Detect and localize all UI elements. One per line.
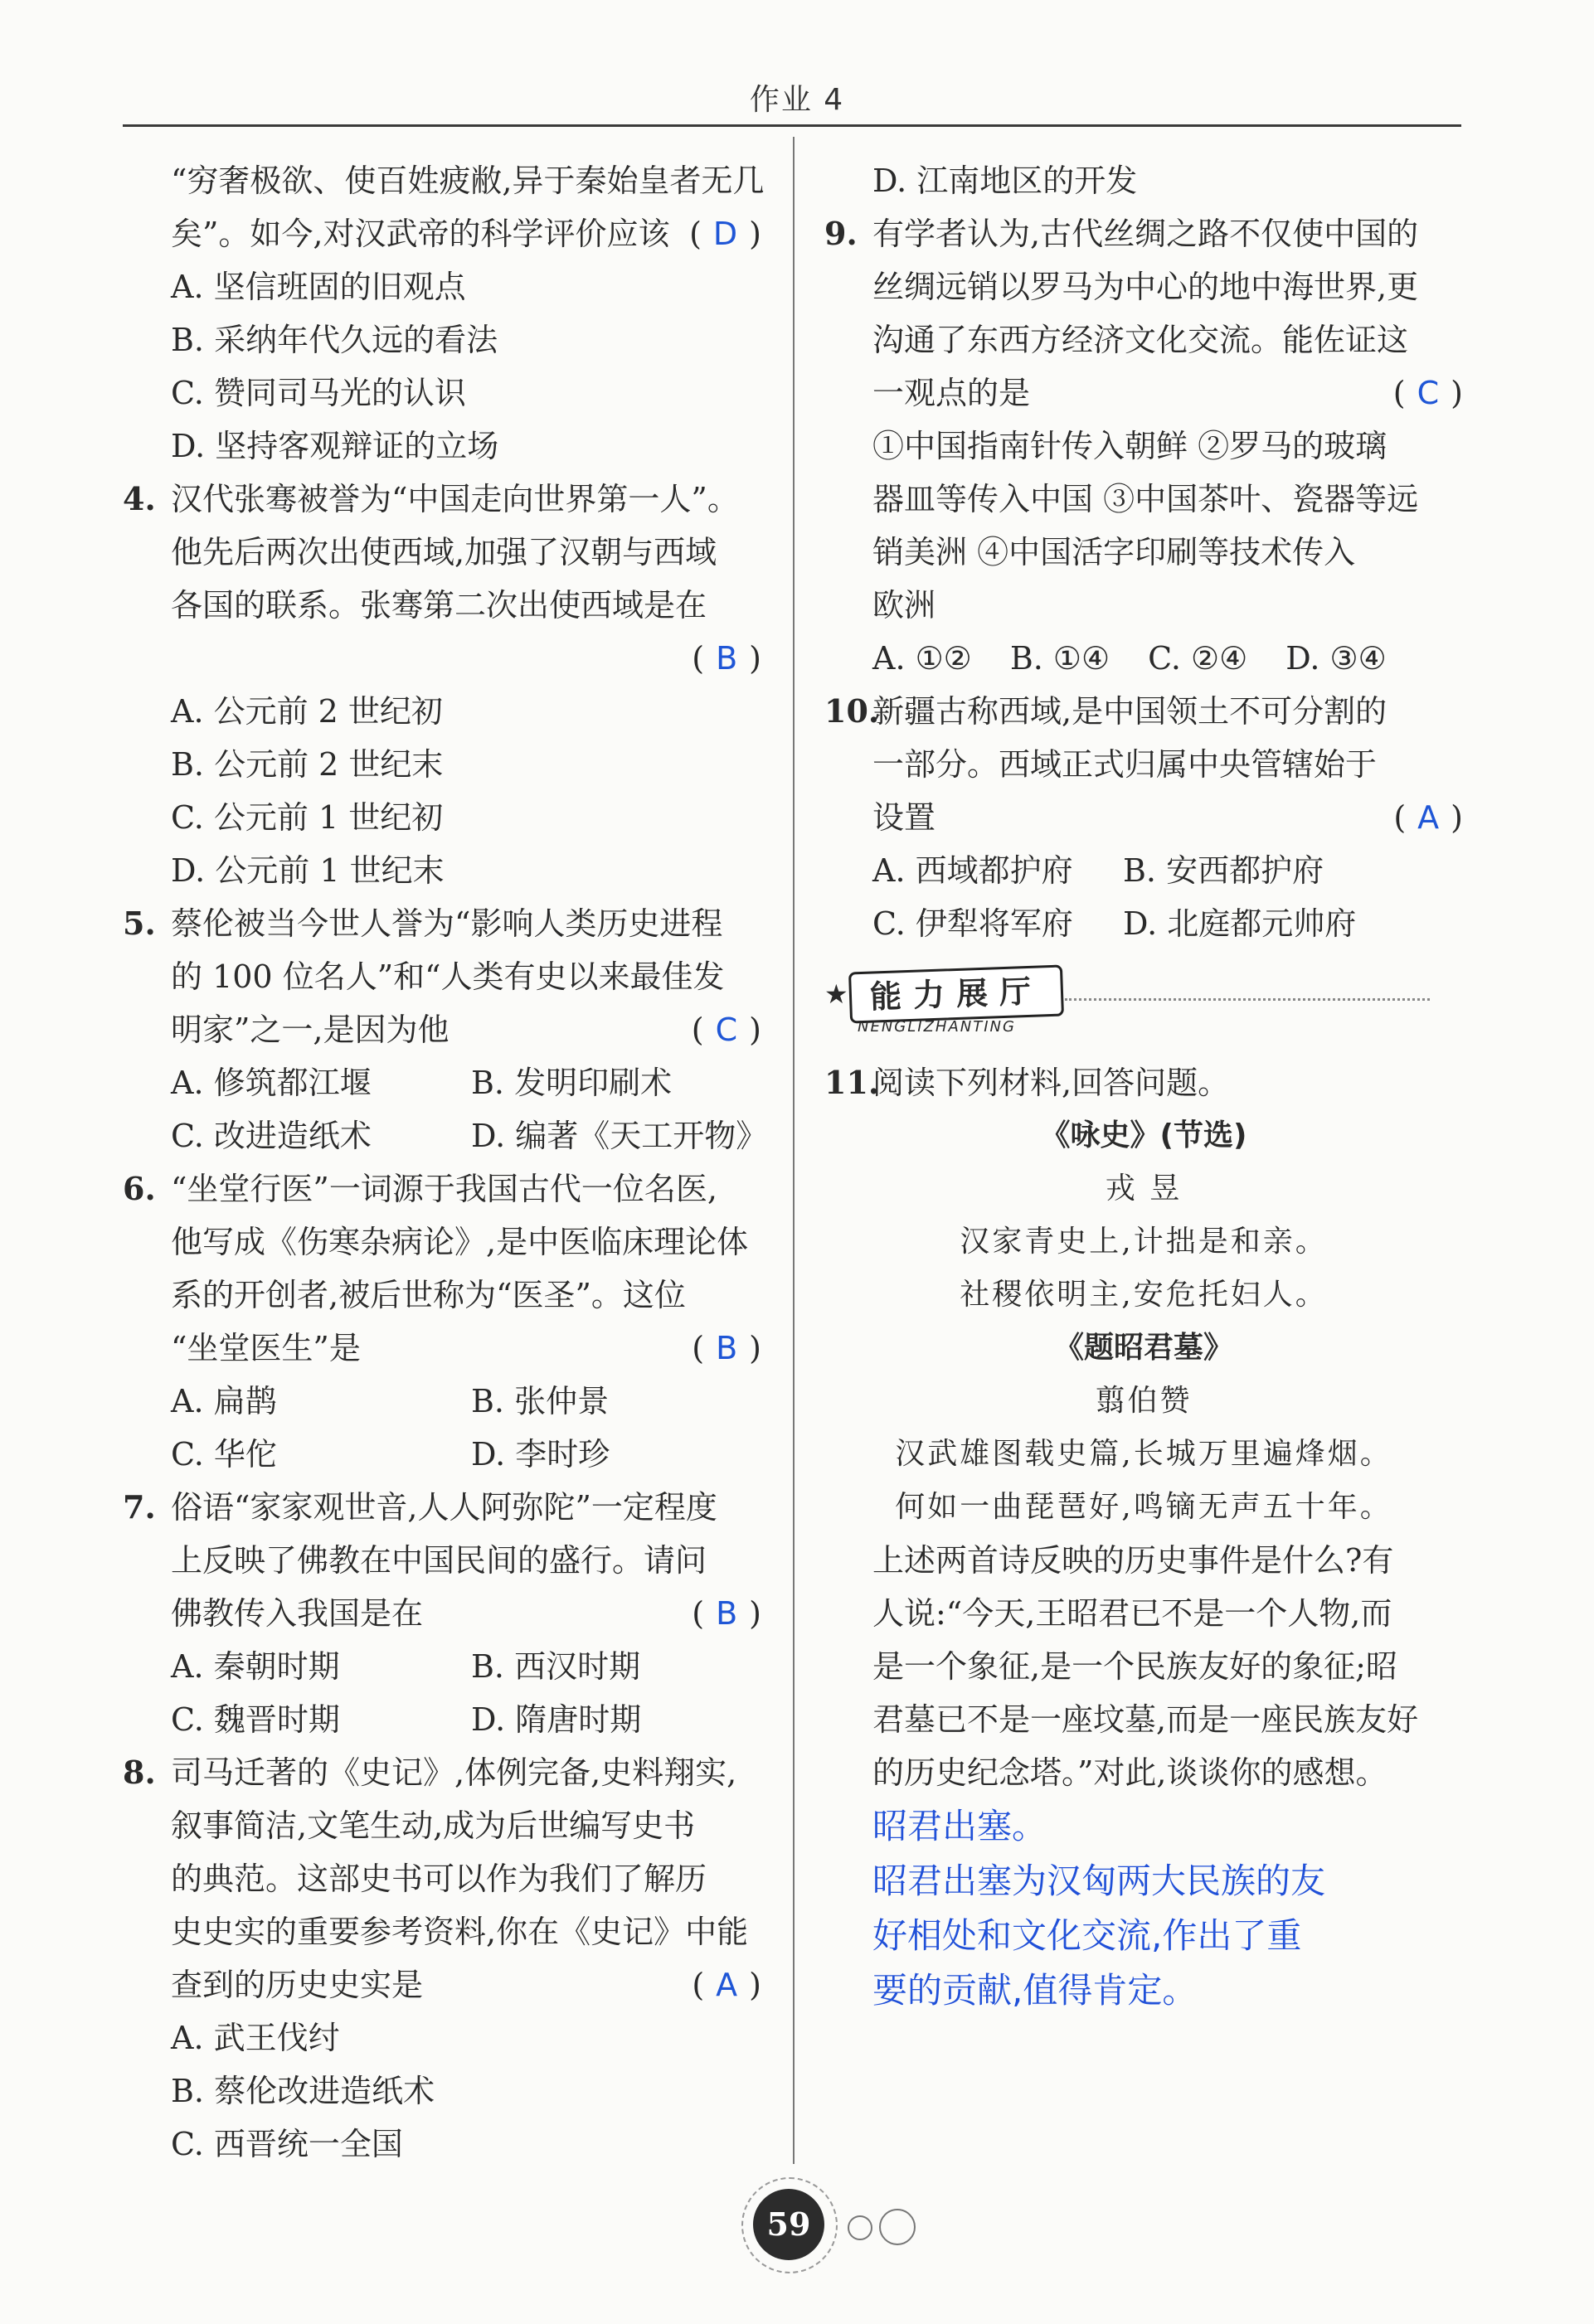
answer-bracket: ( B )	[692, 1587, 761, 1640]
question-9	[824, 207, 1463, 260]
answer-value: D	[712, 216, 738, 252]
option: A. 坚信班固的旧观点	[171, 269, 466, 305]
answer-line: 昭君出塞。	[872, 1806, 1047, 1846]
option-row	[123, 1109, 768, 1162]
option: B. 张仲景	[471, 1383, 610, 1419]
option-row	[123, 1640, 761, 1693]
question-text: “穷奢极欲、使百姓疲敝,异于秦始皇者无几	[171, 163, 765, 199]
option: C. ②④	[1148, 640, 1248, 677]
question-text: 叙事简洁,文笔生动,成为后世编写史书	[171, 1807, 696, 1844]
question-text: 他写成《伤寒杂病论》,是中医临床理论体	[171, 1224, 749, 1260]
option: A. 公元前 2 世纪初	[171, 693, 443, 730]
question-number: 11.	[824, 1064, 880, 1101]
poem-title: 《题昭君墓》	[1053, 1331, 1233, 1365]
answer-bracket: ( A )	[1393, 791, 1463, 844]
answer-bracket: ( B )	[692, 1322, 761, 1375]
question-text: 司马迁著的《史记》,体例完备,史料翔实,	[171, 1754, 737, 1791]
question-text: 设置	[872, 799, 936, 836]
question-6	[123, 1162, 761, 1215]
question-text: 一部分。西域正式归属中央管辖始于	[872, 746, 1378, 783]
question-line	[123, 1958, 761, 2011]
option: B. 安西都护府	[1123, 852, 1324, 889]
question-number: 10.	[824, 692, 880, 730]
option: A. 扁鹊	[171, 1383, 277, 1419]
option: A. 武王伐纣	[171, 2020, 340, 2056]
option: B. 蔡伦改进造纸术	[171, 2073, 435, 2109]
page-number: 59	[753, 2189, 824, 2260]
question-text: 沟通了东西方经济文化交流。能佐证这	[872, 322, 1409, 358]
option: D. 李时珍	[471, 1436, 610, 1473]
statement-list: ①中国指南针传入朝鲜 ②罗马的玻璃	[872, 428, 1387, 464]
statement-list: 器皿等传入中国 ③中国茶叶、瓷器等远	[872, 481, 1419, 517]
option-row	[824, 897, 1463, 950]
poem-author: 翦伯赞	[1095, 1384, 1193, 1418]
banner-title: 能力展厅	[848, 965, 1064, 1024]
answer-value: B	[716, 1330, 738, 1366]
answer-bracket: ( C )	[1393, 366, 1463, 420]
question-text: 汉代张骞被誉为“中国走向世界第一人”。	[171, 481, 739, 517]
question-line	[123, 1587, 761, 1640]
option: D. 隋唐时期	[471, 1701, 642, 1738]
question-text: 各国的联系。张骞第二次出使西域是在	[171, 587, 707, 623]
header-divider	[123, 124, 1461, 127]
question-text: 矣”。如今,对汉武帝的科学评价应该	[171, 216, 670, 252]
header-title: 作业 4	[749, 83, 845, 117]
answer-bracket: ( D )	[689, 207, 761, 260]
question-number: 4.	[123, 480, 156, 517]
option: D. ③④	[1285, 640, 1387, 677]
poem-line: 社稷依明主,安危托妇人。	[960, 1278, 1328, 1312]
question-text: 是一个象征,是一个民族友好的象征;昭	[872, 1648, 1397, 1685]
answer-value: A	[1417, 799, 1440, 836]
poem-title: 《咏史》(节选)	[1040, 1118, 1247, 1152]
option-row	[123, 1056, 761, 1109]
poem-author: 戎 昱	[1105, 1172, 1183, 1206]
left-column	[123, 154, 768, 2171]
question-text: 的历史纪念塔。”对此,谈谈你的感想。	[872, 1754, 1387, 1791]
option: A. 秦朝时期	[171, 1648, 340, 1685]
option: C. 赞同司马光的认识	[171, 375, 466, 411]
option: D. 江南地区的开发	[872, 163, 1138, 199]
statement-list: 欧洲	[872, 587, 936, 623]
question-text: “坐堂行医”一词源于我国古代一位名医,	[171, 1171, 717, 1207]
option: C. 魏晋时期	[171, 1701, 340, 1738]
question-text: 系的开创者,被后世称为“医圣”。这位	[171, 1277, 686, 1313]
option: B. 西汉时期	[471, 1648, 641, 1685]
question-text: 他先后两次出使西域,加强了汉朝与西域	[171, 534, 717, 570]
option: B. ①④	[1009, 640, 1110, 677]
question-line	[824, 791, 1463, 844]
question-line	[123, 207, 761, 260]
question-5	[123, 897, 761, 950]
question-number: 6.	[123, 1170, 156, 1207]
question-8	[123, 1746, 761, 1799]
question-text: 新疆古称西域,是中国领土不可分割的	[872, 693, 1387, 730]
question-7	[123, 1481, 761, 1534]
answer-value: B	[716, 1595, 738, 1632]
answer-bracket: ( B )	[692, 632, 761, 685]
question-line	[123, 1322, 761, 1375]
question-text: 佛教传入我国是在	[171, 1595, 424, 1632]
answer-value: B	[716, 640, 738, 677]
option: A. 修筑都江堰	[171, 1065, 372, 1101]
right-column	[824, 154, 1463, 2018]
question-text: 上反映了佛教在中国民间的盛行。请问	[171, 1542, 707, 1579]
decorative-circle-icon	[879, 2209, 916, 2245]
question-text: 丝绸远销以罗马为中心的地中海世界,更	[872, 269, 1419, 305]
question-number: 8.	[123, 1754, 156, 1791]
question-4	[123, 473, 761, 526]
option-row	[824, 844, 1463, 897]
option-row	[824, 632, 1463, 685]
answer-line: 好相处和文化交流,作出了重	[872, 1915, 1302, 1956]
question-text: 蔡伦被当今世人誉为“影响人类历史进程	[171, 905, 723, 942]
answer-value: A	[716, 1967, 738, 2003]
answer-line: 要的贡献,值得肯定。	[872, 1970, 1198, 2011]
question-10	[824, 685, 1463, 738]
question-text: 的典范。这部史书可以作为我们了解历	[171, 1861, 707, 1897]
question-text: 人说:“今天,王昭君已不是一个人物,而	[872, 1595, 1392, 1632]
poem-line: 汉武雄图载史篇,长城万里遍烽烟。	[895, 1437, 1392, 1471]
option: D. 编著《天工开物》	[471, 1118, 768, 1154]
banner-subtitle: NENGLIZHANTING	[858, 1018, 1016, 1036]
handwritten-answer	[824, 1799, 1463, 2018]
question-text: 史史实的重要参考资料,你在《史记》中能	[171, 1914, 749, 1950]
question-text: 阅读下列材料,回答问题。	[872, 1065, 1230, 1101]
option: A. ①②	[872, 640, 972, 677]
decorative-circle-icon	[848, 2215, 872, 2240]
question-text: 查到的历史史实是	[171, 1967, 424, 2003]
question-line	[824, 366, 1463, 420]
option: A. 西域都护府	[872, 852, 1073, 889]
option: B. 采纳年代久远的看法	[171, 322, 498, 358]
section-banner	[824, 968, 1463, 1035]
question-number: 5.	[123, 905, 156, 942]
answer-line	[123, 632, 761, 685]
option: D. 坚持客观辩证的立场	[171, 428, 499, 464]
option-row	[123, 1693, 761, 1746]
star-icon: ★	[824, 978, 848, 1010]
answer-bracket: ( C )	[692, 1003, 761, 1056]
question-text: 俗语“家家观世音,人人阿弥陀”一定程度	[171, 1489, 717, 1526]
poem-line: 何如一曲琵琶好,鸣镝无声五十年。	[895, 1490, 1392, 1524]
option-row	[123, 1428, 761, 1481]
column-divider	[793, 137, 795, 2164]
option: B. 发明印刷术	[471, 1065, 673, 1101]
option: C. 伊犁将军府	[872, 905, 1073, 942]
question-text: 君墓已不是一座坟墓,而是一座民族友好	[872, 1701, 1419, 1738]
question-text: 上述两首诗反映的历史事件是什么?有	[872, 1542, 1394, 1579]
answer-bracket: ( A )	[692, 1958, 761, 2011]
question-text: 的 100 位名人”和“人类有史以来最佳发	[171, 958, 725, 995]
question-11	[824, 1056, 1463, 1109]
question-number: 7.	[123, 1488, 156, 1526]
question-text: 有学者认为,古代丝绸之路不仅使中国的	[872, 216, 1419, 252]
option: C. 公元前 1 世纪初	[171, 799, 444, 836]
option: C. 华佗	[171, 1436, 277, 1473]
answer-value: C	[715, 1012, 738, 1048]
option: B. 公元前 2 世纪末	[171, 746, 444, 783]
statement-list: 销美洲 ④中国活字印刷等技术传入	[872, 534, 1356, 570]
question-text: “坐堂医生”是	[171, 1330, 361, 1366]
banner-dotted-line	[1065, 998, 1430, 1001]
option: C. 西晋统一全国	[171, 2126, 403, 2162]
question-text: 明家”之一,是因为他	[171, 1012, 450, 1048]
question-line	[123, 1003, 761, 1056]
option-row	[123, 1375, 761, 1428]
answer-value: C	[1417, 375, 1440, 411]
option: D. 北庭都元帅府	[1123, 905, 1357, 942]
option: C. 改进造纸术	[171, 1118, 372, 1154]
option: D. 公元前 1 世纪末	[171, 852, 445, 889]
question-text: 一观点的是	[872, 375, 1031, 411]
answer-line: 昭君出塞为汉匈两大民族的友	[872, 1861, 1326, 1901]
question-number: 9.	[824, 215, 858, 252]
poem-line: 汉家青史上,计拙是和亲。	[960, 1225, 1328, 1259]
